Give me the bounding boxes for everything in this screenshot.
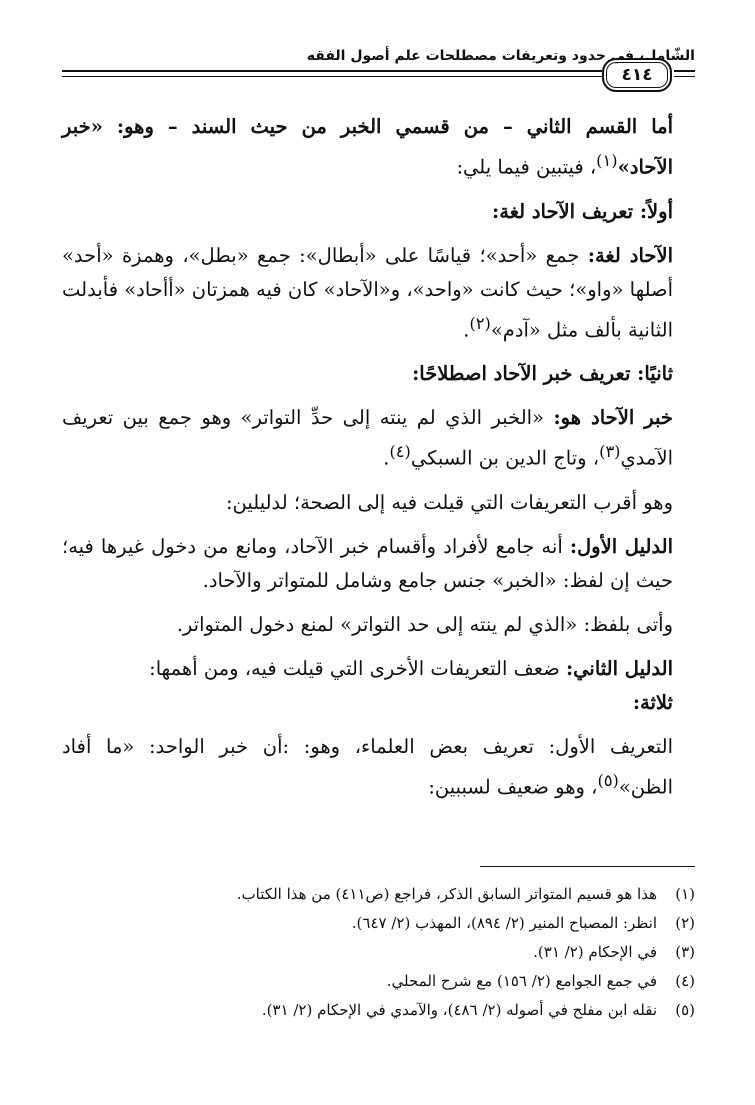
footnote-text: نقله ابن مفلح في أصوله (٢/ ٤٨٦)، والآمدي في الإحكام (٢/ ٣١).	[261, 1001, 657, 1019]
evidence-two-tail: ثلاثة:	[632, 690, 673, 714]
footnote-ref-4[interactable]: (٤)	[389, 442, 411, 461]
evidence-one-text: أنه جامع لأفراد وأقسام خبر الآحاد، ومانع من دخول غيرها فيه؛ حيث إن لفظ: «الخبر» جنس جامع وشامل للمتواتر والآحاد.	[62, 534, 673, 592]
footnote-item	[62, 909, 695, 938]
page-number: ٤١٤	[602, 58, 672, 92]
paragraph-first-definition	[62, 730, 695, 805]
footnote-item	[62, 938, 695, 967]
paragraph-linguistic	[62, 239, 695, 348]
footnote-number: (٢)	[675, 914, 695, 932]
footnote-text: في الإحكام (٢/ ٣١).	[533, 943, 657, 961]
footnote-number: (٥)	[675, 1001, 695, 1019]
paragraph-wording: وأتى بلفظ: «الذي لم ينته إلى حد التواتر» لمنع دخول المتواتر.	[176, 612, 673, 636]
footnote-text: انظر: المصباح المنير (٢/ ٨٩٤)، المهذب (٢/ ٦٤٧).	[351, 914, 657, 932]
paragraph-evidence-two	[62, 652, 695, 720]
footnote-ref-1[interactable]: (١)	[596, 151, 618, 170]
first-definition-text: التعريف الأول: تعريف بعض العلماء، وهو: :أن خبر الواحد: «ما أفاد الظن»	[62, 734, 673, 798]
paragraph-definition	[62, 401, 695, 476]
footnote-divider	[480, 866, 695, 867]
intro-text: أما القسم الثاني – من قسمي الخبر من حيث السند – وهو: «خبر الآحاد»	[62, 115, 673, 179]
definition-tail: .	[383, 446, 390, 470]
header-rule	[62, 70, 602, 72]
paragraph-evidence-one	[62, 530, 695, 598]
footnote-number: (٤)	[675, 972, 695, 990]
footnotes	[62, 880, 695, 1025]
first-definition-tail: ، وهو ضعيف لسببين:	[428, 775, 598, 798]
header-rule-right	[674, 70, 695, 72]
paragraph-closest: وهو أقرب التعريفات التي قيلت فيه إلى الصحة؛ لدليلين:	[225, 490, 673, 514]
footnote-text: في جمع الجوامع (٢/ ١٥٦) مع شرح المحلي.	[386, 972, 657, 990]
header-rule-right-thin	[674, 76, 695, 77]
evidence-two-lead: الدليل الثاني:	[565, 656, 673, 680]
linguistic-text: جمع «أحد»؛ قياسًا على «أبطال»: جمع «بطل»، وهمزة «أحد» أصلها «واو»؛ حيث كانت «واحد»، و«الآحاد» كان فيه همزتان «أأحاد» فأبدلت الثانية بألف مثل «آدم»	[62, 243, 673, 341]
page-body	[62, 110, 695, 814]
definition-mid: ، وتاج الدين بن السبكي	[410, 446, 600, 470]
footnote-item	[62, 967, 695, 996]
footnote-text: هذا هو قسيم المتواتر السابق الذكر، فراجع (ص٤١١) من هذا الكتاب.	[236, 885, 657, 903]
definition-text: «الخبر الذي لم ينته إلى حدِّ التواتر» وهو جمع بين تعريف الآمدي	[62, 406, 673, 470]
footnote-number: (١)	[675, 885, 695, 903]
footnote-item	[62, 996, 695, 1025]
intro-tail: ، فيتبين فيما يلي:	[456, 155, 597, 179]
footnote-item	[62, 880, 695, 909]
evidence-two-text: ضعف التعريفات الأخرى التي قيلت فيه، ومن أهمها:	[149, 656, 566, 680]
heading-technical: ثانيًا: تعريف خبر الآحاد اصطلاحًا:	[412, 362, 673, 385]
header-rule-thin	[62, 76, 602, 77]
running-header	[62, 42, 695, 98]
footnote-ref-2[interactable]: (٢)	[469, 313, 491, 333]
evidence-one-lead: الدليل الأول:	[569, 534, 673, 558]
footnote-number: (٣)	[675, 943, 695, 961]
footnote-ref-3[interactable]: (٣)	[599, 442, 621, 461]
definition-lead: خبر الآحاد هو:	[553, 406, 673, 429]
header-title: الشّامل، في حدود وتعريفات مصطلحات علم أصول الفقه	[306, 48, 695, 64]
linguistic-tail: .	[463, 318, 470, 341]
footnote-ref-5[interactable]: (٥)	[597, 770, 619, 790]
paragraph-intro	[62, 110, 695, 185]
linguistic-lead: الآحاد لغة:	[587, 243, 673, 267]
heading-linguistic: أولاً: تعريف الآحاد لغة:	[492, 199, 673, 223]
